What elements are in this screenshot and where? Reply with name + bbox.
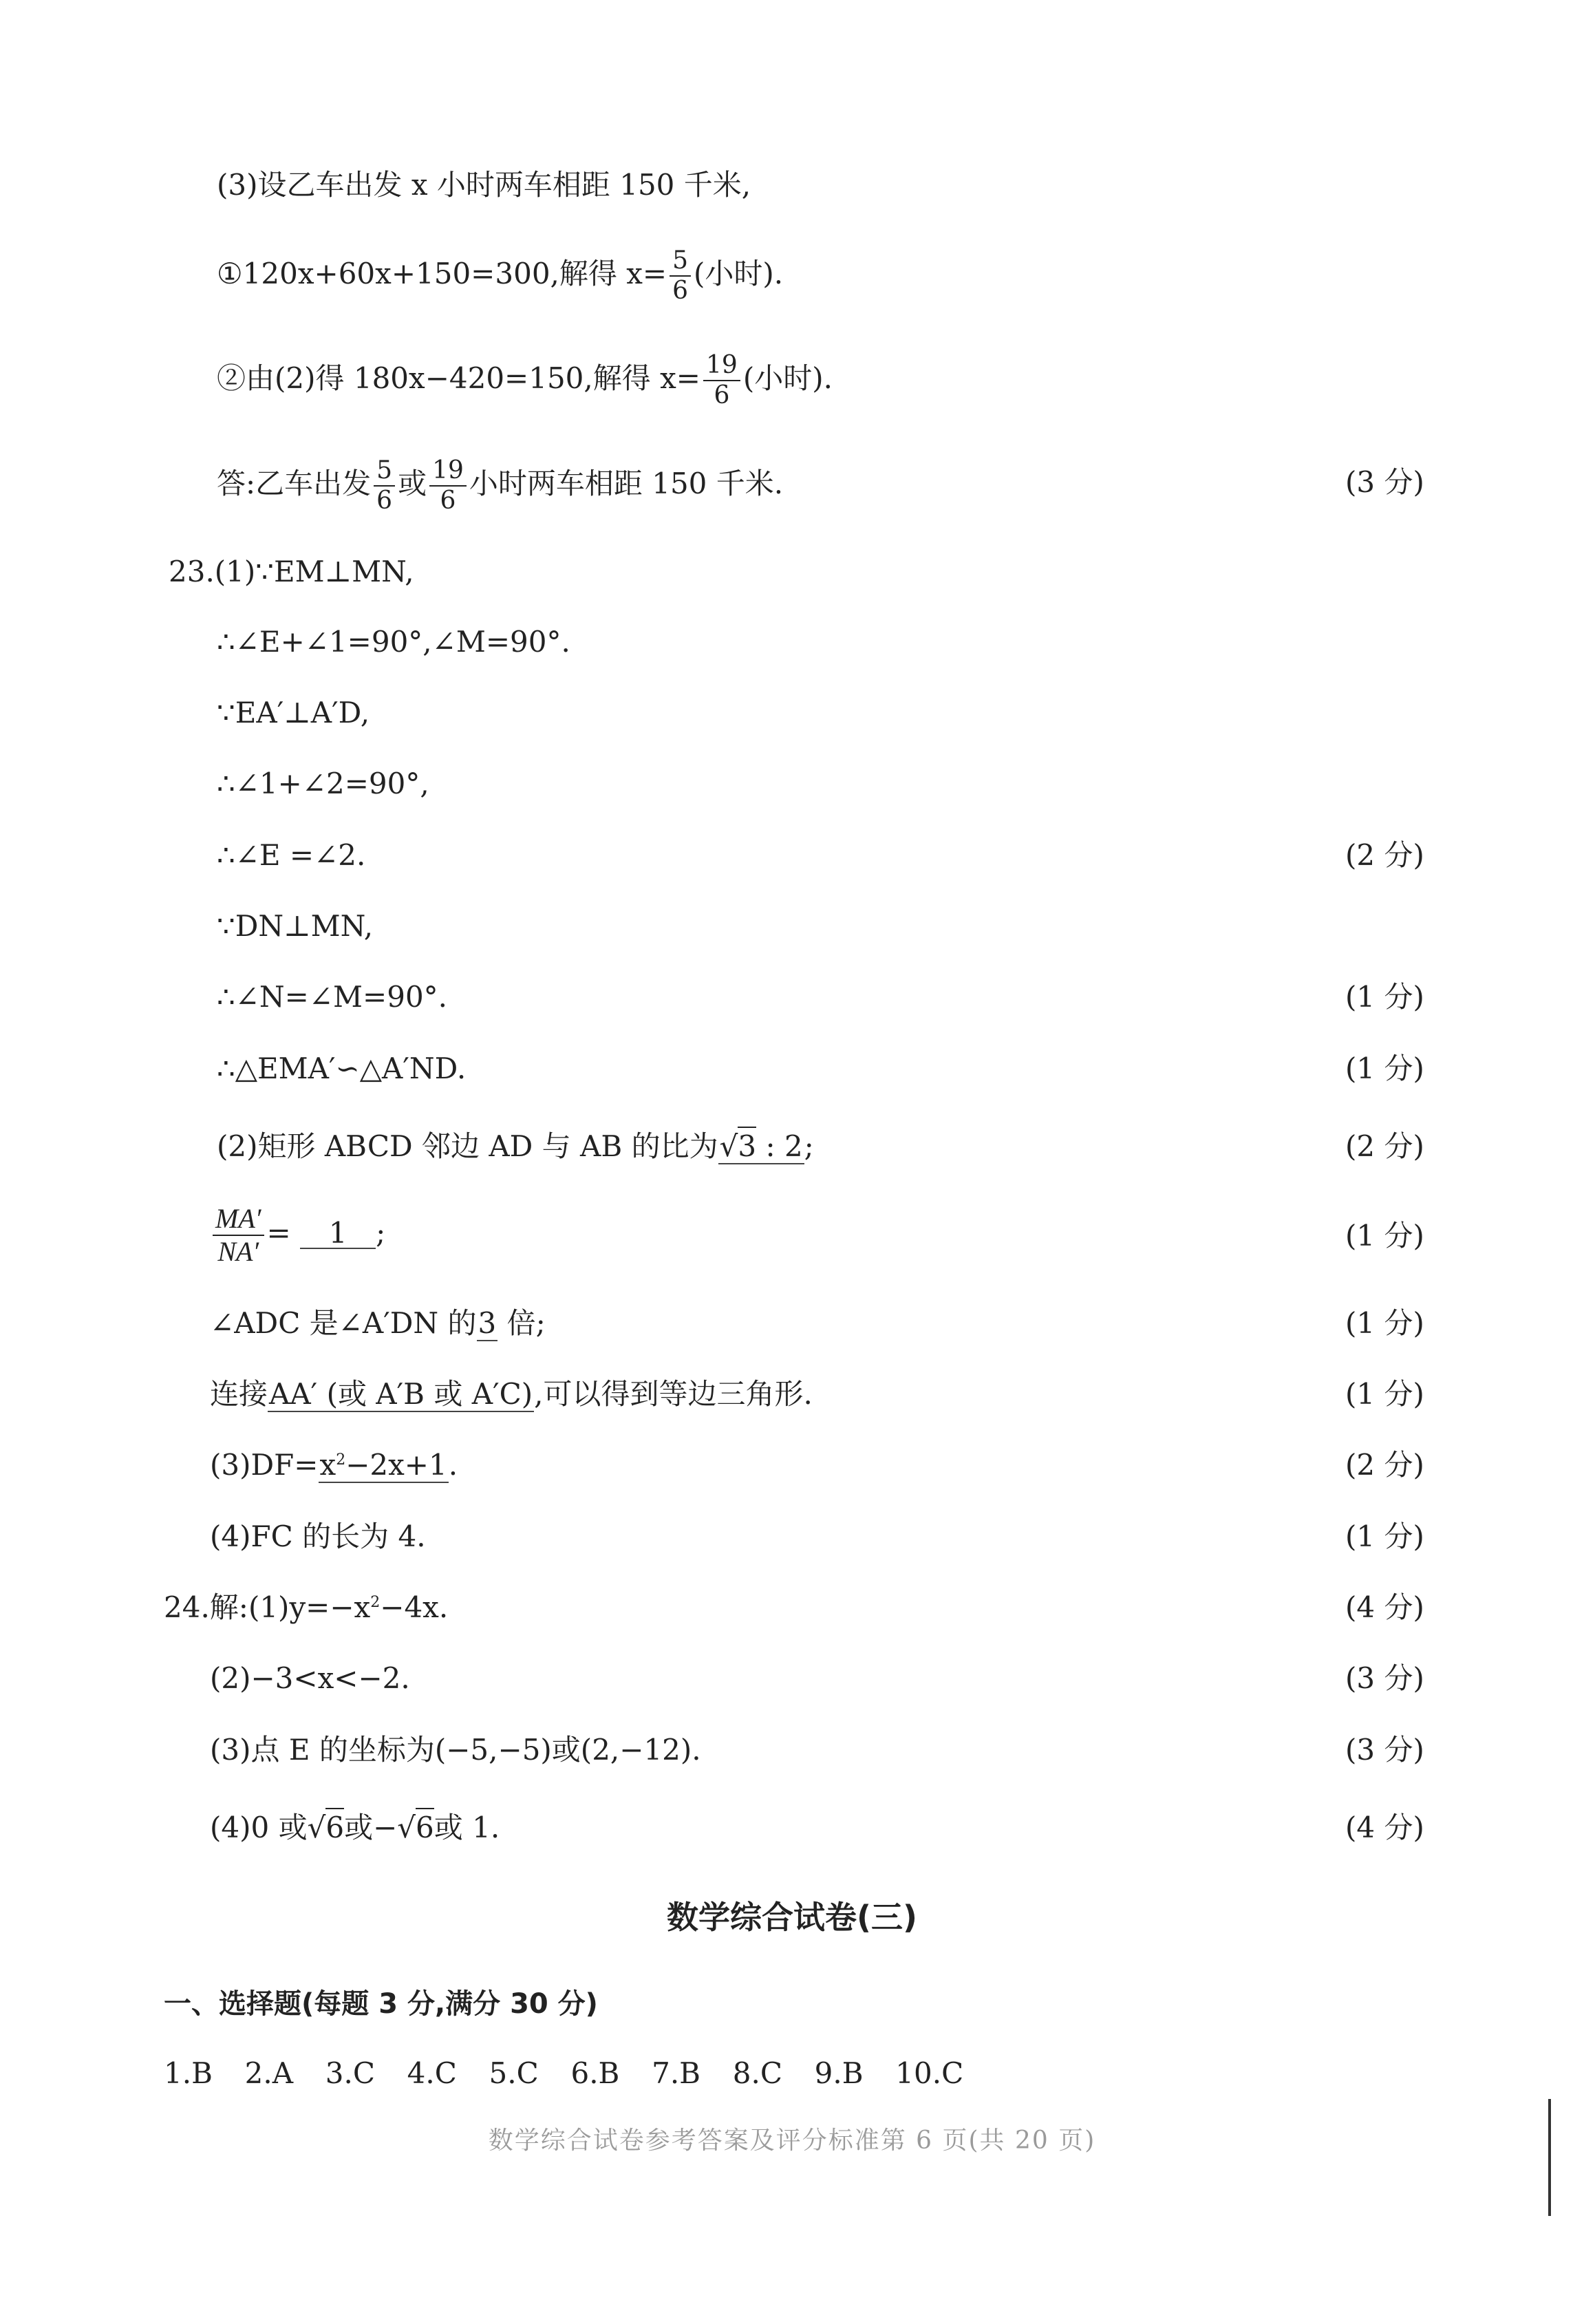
q22-answer-score: (3 分) bbox=[1345, 465, 1424, 499]
q23-part2-text: (2)矩形 ABCD 邻边 AD 与 AB 的比为 bbox=[217, 1129, 718, 1163]
q24-part1 bbox=[164, 1590, 449, 1624]
q23-part2-ratio bbox=[217, 1129, 814, 1163]
fraction-numerator: 19 bbox=[703, 352, 740, 381]
q22-case2-equation: ②由(2)得 180x−420=150,解得 x= bbox=[217, 361, 700, 395]
sqrt-radicand: 6 bbox=[416, 1808, 434, 1844]
q24-part2: (2)−3<x<−2. bbox=[210, 1661, 410, 1695]
q23-part2-fraction-line bbox=[210, 1204, 385, 1266]
period: . bbox=[448, 1448, 458, 1482]
angle-tail: 倍; bbox=[497, 1306, 546, 1340]
q22-part3-intro: (3)设乙车出发 x 小时两车相距 150 千米, bbox=[217, 168, 751, 202]
q23-line-4: ∴∠1+∠2=90°, bbox=[217, 767, 429, 800]
df-text: (3)DF= bbox=[210, 1448, 319, 1482]
fraction-numerator: 5 bbox=[670, 248, 691, 277]
q22-answer-head: 答:乙车出发 bbox=[217, 466, 372, 500]
q24-part2-score: (3 分) bbox=[1345, 1661, 1424, 1695]
q22-answer-fraction-2 bbox=[429, 458, 467, 514]
q24-part4-score: (4 分) bbox=[1345, 1811, 1424, 1844]
q22-answer-or: 或 bbox=[398, 466, 427, 500]
answer-blank: AA′ (或 A′B 或 A′C) bbox=[269, 1377, 533, 1411]
q22-case2-fraction bbox=[703, 352, 740, 409]
q24-part4-c: 或 1. bbox=[434, 1811, 500, 1844]
answer-blank: 1 bbox=[300, 1219, 376, 1249]
connect-text: 连接 bbox=[210, 1377, 268, 1411]
q22-answer-fraction-1 bbox=[374, 458, 395, 514]
q23-line-8-score: (1 分) bbox=[1345, 1052, 1424, 1085]
q23-part3 bbox=[210, 1448, 458, 1482]
q23-line-1: 23.(1)∵EM⊥MN, bbox=[169, 555, 414, 588]
section-title: 数学综合试卷(三) bbox=[666, 1899, 918, 1936]
q22-case1-equation: ①120x+60x+150=300,解得 x= bbox=[217, 256, 667, 290]
angle-text: ∠ADC 是∠A′DN 的 bbox=[210, 1306, 477, 1340]
q23-line-2: ∴∠E+∠1=90°,∠M=90°. bbox=[217, 625, 570, 659]
q22-case1 bbox=[217, 248, 783, 304]
ratio-rest: : 2 bbox=[756, 1129, 803, 1163]
q22-case1-fraction bbox=[670, 248, 691, 304]
q24-part1-b: −4x. bbox=[380, 1590, 449, 1624]
q24-part4-b: 或− bbox=[344, 1811, 398, 1844]
expr-x: x bbox=[319, 1448, 336, 1482]
q23-part2-angle bbox=[210, 1306, 546, 1340]
q24-part3: (3)点 E 的坐标为(−5,−5)或(2,−12). bbox=[210, 1733, 701, 1767]
q23-line-5-score: (2 分) bbox=[1345, 838, 1424, 872]
q22-case1-unit: (小时). bbox=[694, 256, 784, 290]
q22-answer-tail: 小时两车相距 150 千米. bbox=[469, 466, 784, 500]
q23-part2-connect bbox=[210, 1377, 813, 1411]
q22-case2-unit: (小时). bbox=[742, 361, 833, 395]
q23-part4-score: (1 分) bbox=[1345, 1520, 1424, 1553]
scan-edge-mark bbox=[1548, 2099, 1551, 2216]
q23-line-7-score: (1 分) bbox=[1345, 980, 1424, 1014]
fraction-denominator: 6 bbox=[376, 486, 393, 515]
q24-part3-score: (3 分) bbox=[1345, 1733, 1424, 1767]
q23-line-8: ∴△EMA′∽△A′ND. bbox=[217, 1052, 467, 1085]
fraction-numerator: MA′ bbox=[213, 1204, 264, 1236]
page-footer: 数学综合试卷参考答案及评分标准第 6 页(共 20 页) bbox=[488, 2126, 1096, 2155]
q23-line-3: ∵EA′⊥A′D, bbox=[217, 696, 370, 729]
q22-case2 bbox=[217, 352, 833, 409]
equals-sign: = bbox=[266, 1216, 291, 1250]
fraction-denominator: 6 bbox=[440, 486, 456, 515]
expr-rest: −2x+1 bbox=[345, 1448, 447, 1482]
answer-blank bbox=[319, 1448, 449, 1483]
q24-part4-a: (4)0 或 bbox=[210, 1811, 308, 1844]
sqrt-radicand: 6 bbox=[325, 1808, 344, 1844]
fraction-denominator: 6 bbox=[714, 381, 730, 409]
q23-line-7: ∴∠N=∠M=90°. bbox=[217, 980, 448, 1014]
q24-part1-score: (4 分) bbox=[1345, 1590, 1424, 1624]
q23-part2-connect-score: (1 分) bbox=[1345, 1377, 1424, 1411]
semicolon: ; bbox=[804, 1129, 814, 1163]
q23-part3-score: (2 分) bbox=[1345, 1448, 1424, 1482]
q22-answer bbox=[217, 458, 783, 514]
q23-part2-ratio-score: (2 分) bbox=[1345, 1129, 1424, 1163]
exponent: 2 bbox=[370, 1594, 381, 1611]
ma-na-fraction bbox=[213, 1204, 264, 1266]
fraction-denominator: 6 bbox=[672, 276, 689, 305]
q23-part2-fraction-score: (1 分) bbox=[1345, 1219, 1424, 1252]
answer-blank: 3 bbox=[478, 1306, 497, 1340]
q24-part1-a: 24.解:(1)y=−x bbox=[164, 1590, 371, 1624]
connect-tail: ,可以得到等边三角形. bbox=[534, 1377, 813, 1411]
q23-part4: (4)FC 的长为 4. bbox=[210, 1520, 426, 1553]
semicolon: ; bbox=[376, 1216, 386, 1250]
answer-blank: √3 : 2 bbox=[718, 1129, 804, 1164]
q23-line-5: ∴∠E =∠2. bbox=[217, 838, 366, 872]
fraction-denominator: NA′ bbox=[217, 1236, 259, 1267]
q23-line-6: ∵DN⊥MN, bbox=[217, 909, 374, 943]
mc-heading: 一、选择题(每题 3 分,满分 30 分) bbox=[164, 1988, 598, 2020]
q23-part2-angle-score: (1 分) bbox=[1345, 1306, 1424, 1340]
exponent: 2 bbox=[336, 1451, 346, 1469]
q24-part4: (4)0 或√6或−√6或 1. bbox=[210, 1813, 500, 1842]
sqrt-radicand: 3 bbox=[738, 1127, 756, 1163]
fraction-numerator: 19 bbox=[429, 458, 467, 487]
mc-answers: 1.B 2.A 3.C 4.C 5.C 6.B 7.B 8.C 9.B 10.C bbox=[164, 2056, 964, 2090]
fraction-numerator: 5 bbox=[374, 458, 395, 487]
